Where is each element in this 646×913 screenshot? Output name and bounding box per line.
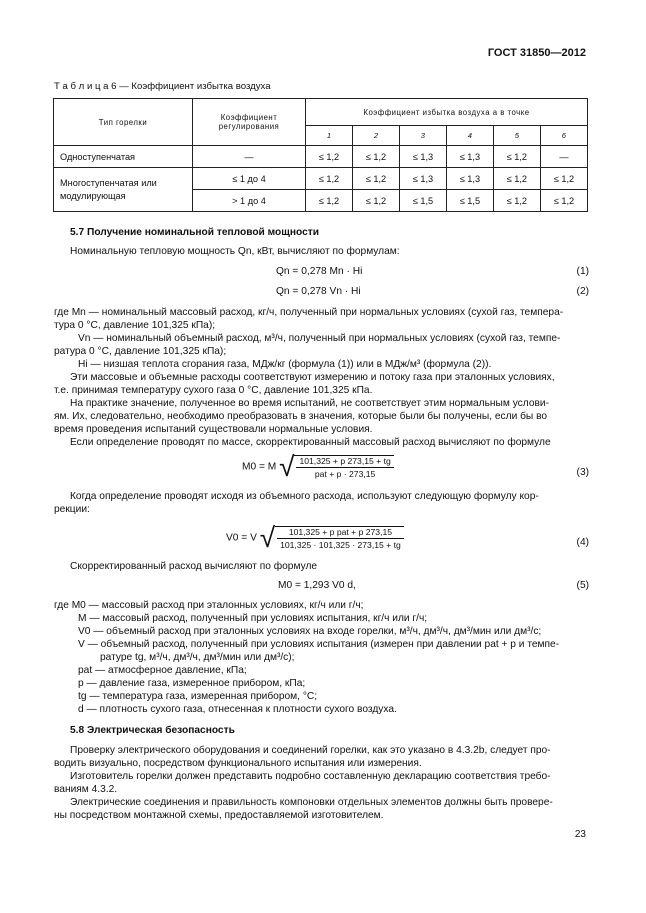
cell-value: ≤ 1,2 bbox=[306, 190, 353, 212]
definition: p — давление газа, измеренное прибором, кПа; bbox=[78, 678, 306, 689]
definition: Vn — номинальный объемный расход, м³/ч, полученный при нормальных условиях (сухой газ, темпе- bbox=[78, 333, 561, 344]
definition: где M0 — массовый расход при эталонных условиях, кг/ч или г/ч; bbox=[54, 600, 364, 611]
cell-value: ≤ 1,2 bbox=[352, 168, 399, 190]
cell-value: ≤ 1,2 bbox=[306, 168, 353, 190]
equation-number: (5) bbox=[576, 580, 589, 591]
paragraph: Электрические соединения и правильность компоновки отдельных элементов должны быть провере- bbox=[70, 797, 553, 808]
cell-value: ≤ 1,2 bbox=[306, 146, 353, 168]
document-header: ГОСТ 31850—2012 bbox=[487, 47, 586, 59]
cell-reg: — bbox=[193, 146, 306, 168]
point-header: 6 bbox=[540, 126, 587, 146]
cell-value: ≤ 1,2 bbox=[352, 190, 399, 212]
page-number: 23 bbox=[574, 829, 586, 840]
fraction-denominator: pat + p · 273,15 bbox=[314, 469, 376, 479]
paragraph: ваниям 4.3.2. bbox=[54, 784, 118, 795]
equation-number: (3) bbox=[576, 467, 589, 478]
point-header: 4 bbox=[446, 126, 493, 146]
cell-value: ≤ 1,2 bbox=[493, 190, 540, 212]
definition: Hi — низшая теплота сгорания газа, МДж/кг (формула (1)) или в МДж/м³ (формула (2)). bbox=[78, 359, 492, 370]
equation-number: (4) bbox=[576, 537, 589, 548]
paragraph: ям. Их, следовательно, необходимо преобразовать в значения, которые были бы получены, если бы во bbox=[54, 411, 548, 422]
paragraph: водить визуально, посредством функционального испытания или измерения. bbox=[54, 758, 422, 769]
equation-5: M0 = 1,293 V0 d, bbox=[278, 580, 356, 591]
paragraph: Когда определение проводят исходя из объемного расхода, используют следующую формулу кор- bbox=[70, 491, 539, 502]
equation-number: (1) bbox=[576, 266, 589, 277]
sqrt-symbol: √ bbox=[279, 451, 295, 482]
point-header: 5 bbox=[493, 126, 540, 146]
table-row bbox=[54, 146, 588, 168]
table-caption: Т а б л и ц а 6 — Коэффициент избытка воздуха bbox=[54, 81, 271, 92]
sqrt-body bbox=[294, 455, 393, 479]
equation-2: Qn = 0,278 Vn · Hi bbox=[276, 286, 361, 297]
point-header: 3 bbox=[399, 126, 446, 146]
paragraph: Изготовитель горелки должен представить подробно составленную декларацию соответствия требо- bbox=[70, 771, 551, 782]
equation-4 bbox=[226, 524, 404, 552]
definition: ратура 0 °С, давление 101,325 кПа); bbox=[54, 346, 227, 357]
fraction-denominator: 101,325 · 101,325 · 273,15 + tg bbox=[280, 540, 401, 550]
air-excess-table bbox=[53, 98, 588, 212]
equation-number: (2) bbox=[576, 286, 589, 297]
paragraph: Номинальную тепловую мощность Qn, кВт, вычисляют по формулам: bbox=[70, 246, 400, 257]
col-header-coefficient: Коэффициент избытка воздуха a в точке bbox=[306, 99, 588, 126]
col-header-burner: Тип горелки bbox=[54, 99, 193, 146]
definition: tg — температура газа, измеренная прибором, °С; bbox=[78, 691, 318, 702]
paragraph: На практике значение, полученное во время испытаний, не соответствует этим нормальным услови- bbox=[70, 398, 549, 409]
cell-value: ≤ 1,2 bbox=[352, 146, 399, 168]
paragraph: Скорректированный расход вычисляют по формуле bbox=[70, 561, 318, 572]
paragraph: т.е. принимая температуру сухого газа 0 °С, давление 101,325 кПа. bbox=[54, 385, 373, 396]
fraction-numerator: 101,325 + p pat + p 273,15 bbox=[277, 527, 404, 539]
cell-reg: ≤ 1 до 4 bbox=[193, 168, 306, 190]
cell-value: ≤ 1,2 bbox=[493, 168, 540, 190]
cell-type: Одноступенчатая bbox=[54, 146, 193, 168]
sqrt-body bbox=[275, 526, 404, 550]
cell-value: ≤ 1,2 bbox=[493, 146, 540, 168]
cell-type: Многоступенчатая или модулирующая bbox=[54, 168, 193, 212]
definition: pat — атмосферное давление, кПа; bbox=[78, 665, 247, 676]
point-header: 1 bbox=[306, 126, 353, 146]
section-title-5-8: 5.8 Электрическая безопасность bbox=[70, 725, 235, 736]
table-row bbox=[54, 168, 588, 190]
paragraph: ны посредством монтажной схемы, предоставляемой изготовителем. bbox=[54, 810, 384, 821]
equation-lhs: M0 = M bbox=[242, 461, 277, 473]
cell-value: ≤ 1,3 bbox=[446, 168, 493, 190]
definition: ратуре tg, м³/ч, дм³/ч, дм³/мин или дм³/с); bbox=[100, 652, 295, 663]
definition: V — объемный расход, полученный при условиях испытания (измерен при давлении pat + p и темпе- bbox=[78, 639, 560, 650]
definition: V0 — объемный расход при эталонных условиях на входе горелки, м³/ч, дм³/ч, дм³/мин или дм³/с; bbox=[78, 626, 542, 637]
cell-value: ≤ 1,2 bbox=[540, 168, 587, 190]
cell-value: — bbox=[540, 146, 587, 168]
cell-value: ≤ 1,5 bbox=[399, 190, 446, 212]
paragraph: время проведения испытаний существовали нормальные условия. bbox=[54, 424, 373, 435]
point-header: 2 bbox=[352, 126, 399, 146]
equation-1: Qn = 0,278 Mn · Hi bbox=[276, 266, 363, 277]
definition: d — плотность сухого газа, отнесенная к плотности сухого воздуха. bbox=[78, 704, 397, 715]
definition: M — массовый расход, полученный при условиях испытания, кг/ч или г/ч; bbox=[78, 613, 428, 624]
cell-value: ≤ 1,3 bbox=[446, 146, 493, 168]
section-title-5-7: 5.7 Получение номинальной тепловой мощности bbox=[70, 227, 320, 238]
cell-value: ≤ 1,3 bbox=[399, 168, 446, 190]
paragraph: Проверку электрического оборудования и соединений горелки, как это указано в 4.3.2b, следует про- bbox=[70, 745, 551, 756]
cell-value: ≤ 1,2 bbox=[540, 190, 587, 212]
equation-3 bbox=[242, 453, 394, 481]
fraction-numerator: 101,325 + p 273,15 + tg bbox=[296, 456, 393, 468]
cell-reg: > 1 до 4 bbox=[193, 190, 306, 212]
cell-value: ≤ 1,5 bbox=[446, 190, 493, 212]
col-header-regulation: Коэффициент регулирования bbox=[193, 99, 306, 146]
paragraph: Эти массовые и объемные расходы соответствуют измерению и потоку газа при эталонных условиях, bbox=[70, 372, 555, 383]
sqrt-symbol: √ bbox=[259, 522, 276, 553]
definition: тура 0 °С, давление 101,325 кПа); bbox=[54, 320, 216, 331]
paragraph: рекции: bbox=[54, 504, 90, 515]
definition: где Mn — номинальный массовый расход, кг/ч, полученный при нормальных условиях (сухой газ, темпера- bbox=[54, 307, 564, 318]
paragraph: Если определение проводят по массе, скорректированный массовый расход вычисляют по формуле bbox=[70, 437, 551, 448]
cell-value: ≤ 1,3 bbox=[399, 146, 446, 168]
equation-lhs: V0 = V bbox=[226, 532, 257, 544]
